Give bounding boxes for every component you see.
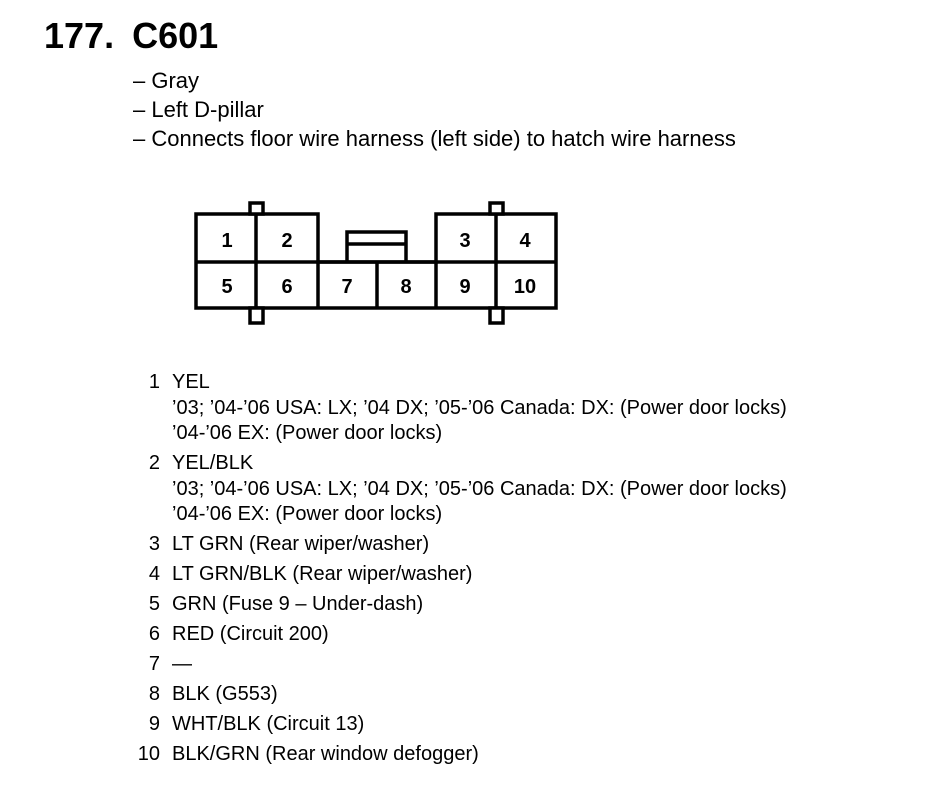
key-tab — [250, 203, 263, 214]
pin-number: 9 — [148, 713, 160, 735]
pin-wire: RED (Circuit 200) — [172, 623, 329, 645]
pin-wire: GRN (Fuse 9 – Under-dash) — [172, 593, 424, 615]
pin-label-9: 9 — [459, 276, 471, 298]
pin-label-2: 2 — [281, 230, 293, 252]
key-tab — [490, 203, 503, 214]
pin-number: 10 — [137, 743, 160, 765]
pin-label-4: 4 — [519, 230, 531, 252]
description-location: – Left D-pillar — [133, 97, 264, 122]
pin-wire: — — [172, 653, 192, 675]
pin-label-5: 5 — [221, 276, 233, 298]
connector-diagram — [190, 198, 560, 328]
description-color: – Gray — [133, 68, 200, 93]
locking-tab — [347, 232, 406, 262]
pin-label-8: 8 — [400, 276, 412, 298]
pin-label-3: 3 — [459, 230, 471, 252]
connector-code: C601 — [132, 15, 219, 56]
pin-label-7: 7 — [341, 276, 353, 298]
pin-number: 2 — [148, 452, 160, 474]
key-tab — [250, 308, 263, 323]
pin-number: 4 — [148, 563, 160, 585]
pin-number: 6 — [148, 623, 160, 645]
pin-number: 3 — [148, 533, 160, 555]
connector-description — [133, 66, 736, 153]
pin-label-6: 6 — [281, 276, 293, 298]
pin-wire: BLK/GRN (Rear window defogger) — [172, 743, 479, 765]
key-tab — [490, 308, 503, 323]
pin-number: 5 — [148, 593, 160, 615]
pin-number: 1 — [148, 371, 160, 393]
pin-wire: WHT/BLK (Circuit 13) — [172, 713, 365, 735]
pin-wire: LT GRN/BLK (Rear wiper/washer) — [172, 563, 473, 585]
pin-label-1: 1 — [221, 230, 233, 252]
pin-label-10: 10 — [513, 276, 537, 298]
pin-note: ’03; ’04-’06 USA: LX; ’04 DX; ’05-’06 Canada: DX: (Power door locks) — [172, 396, 787, 419]
pin-wire: LT GRN (Rear wiper/washer) — [172, 533, 430, 555]
pin-wire: YEL/BLK — [172, 452, 254, 474]
description-connects: – Connects floor wire harness (left side) to hatch wire harness — [133, 126, 736, 151]
pin-number: 8 — [148, 683, 160, 705]
pin-wire: YEL — [172, 371, 210, 393]
pin-note: ’04-’06 EX: (Power door locks) — [172, 503, 443, 525]
pin-note: ’04-’06 EX: (Power door locks) — [172, 422, 443, 444]
pin-number: 7 — [148, 653, 160, 675]
pin-wire: BLK (G553) — [172, 683, 278, 705]
connector-index: 177. — [44, 15, 115, 56]
pin-note: ’03; ’04-’06 USA: LX; ’04 DX; ’05-’06 Canada: DX: (Power door locks) — [172, 477, 787, 500]
page-title — [44, 14, 218, 58]
